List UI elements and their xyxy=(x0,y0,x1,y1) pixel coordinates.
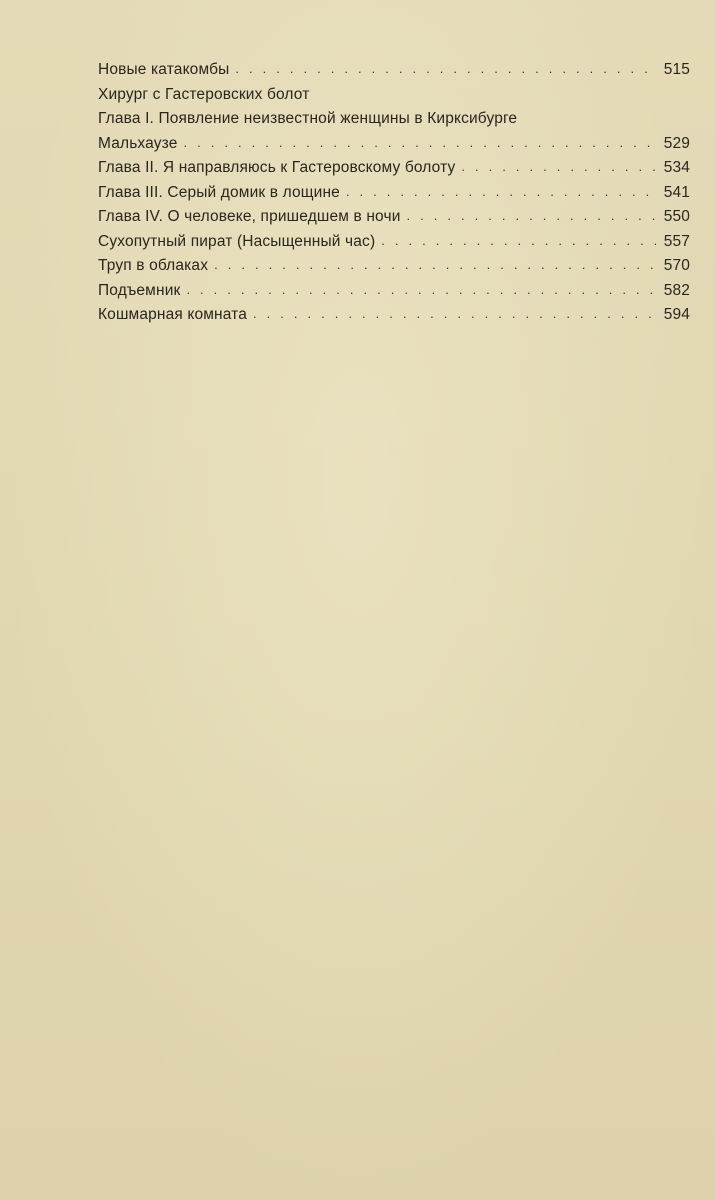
toc-entry-title: Сухопутный пират (Насыщенный час) xyxy=(98,232,376,250)
table-of-contents xyxy=(98,58,690,328)
dot-leader xyxy=(381,229,656,254)
toc-entry-title: Глава IV. О человеке, пришедшем в ночи xyxy=(98,208,401,225)
toc-entry xyxy=(98,279,690,304)
toc-entry xyxy=(98,58,690,83)
toc-entry-page: 550 xyxy=(663,208,690,225)
toc-entry-title: Мальхаузе xyxy=(98,134,178,152)
toc-entry-title: Подъемник xyxy=(98,281,181,299)
toc-entry xyxy=(98,181,690,206)
toc-entry xyxy=(98,205,690,230)
toc-entry-page: 515 xyxy=(663,61,690,78)
toc-entry-title: Труп в облаках xyxy=(98,257,209,274)
dot-leader xyxy=(461,155,656,180)
toc-entry-page: 594 xyxy=(663,306,690,323)
dot-leader xyxy=(214,253,656,278)
toc-entry-title: Глава II. Я направляюсь к Гастеровскому болоту xyxy=(98,159,456,176)
toc-entry-page: 582 xyxy=(663,281,690,299)
toc-entry-page: 529 xyxy=(663,134,690,152)
dot-leader xyxy=(346,180,656,205)
toc-entry xyxy=(98,254,690,279)
toc-section-heading xyxy=(98,83,690,108)
toc-heading-text: Глава I. Появление неизвестной женщины в Кирксибурге xyxy=(98,110,518,127)
dot-leader xyxy=(235,57,656,82)
toc-entry xyxy=(98,303,690,328)
dot-leader xyxy=(184,131,656,156)
toc-entry-page: 570 xyxy=(663,257,690,274)
toc-entry-page: 557 xyxy=(663,232,690,250)
toc-entry xyxy=(98,132,690,157)
toc-entry-page: 541 xyxy=(663,183,690,201)
toc-entry-title: Глава III. Серый домик в лощине xyxy=(98,183,340,201)
toc-heading-text: Хирург с Гастеровских болот xyxy=(98,85,310,103)
toc-entry-page: 534 xyxy=(663,159,690,176)
dot-leader xyxy=(407,204,656,229)
dot-leader xyxy=(186,278,656,303)
toc-entry-title: Кошмарная комната xyxy=(98,306,248,323)
toc-chapter-heading xyxy=(98,107,690,132)
dot-leader xyxy=(253,302,656,327)
toc-entry xyxy=(98,230,690,255)
toc-entry xyxy=(98,156,690,181)
toc-entry-title: Новые катакомбы xyxy=(98,61,230,78)
